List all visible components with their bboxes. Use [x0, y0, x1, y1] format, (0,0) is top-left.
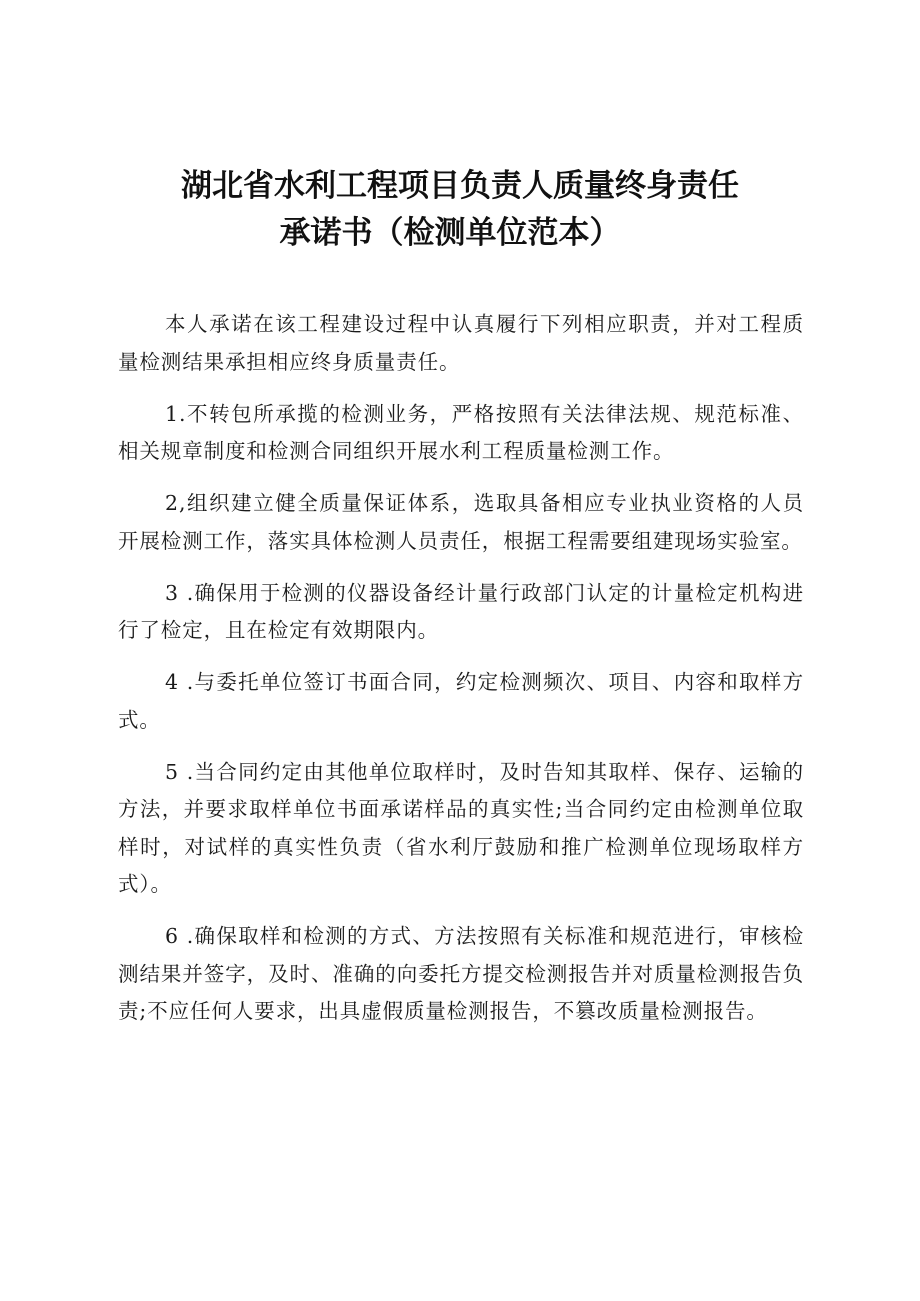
paragraph-item-5: 5 .当合同约定由其他单位取样时，及时告知其取样、保存、运输的方法，并要求取样单位书面承诺样品的真实性;当合同约定由检测单位取样时，对试样的真实性负责（省水利厅鼓励和推广检测单位现场取样方式）。: [118, 759, 804, 896]
paragraph-item-3: 3 .确保用于检测的仪器设备经计量行政部门认定的计量检定机构进行了检定，且在检定有效期限内。: [118, 580, 804, 642]
paragraph-item-4: 4 .与委托单位签订书面合同，约定检测频次、项目、内容和取样方式。: [118, 670, 804, 732]
document-body: [118, 306, 804, 1045]
paragraph-item-1: 1.不转包所承揽的检测业务，严格按照有关法律法规、规范标准、相关规章制度和检测合同组织开展水利工程质量检测工作。: [118, 401, 804, 463]
paragraph-intro: 本人承诺在该工程建设过程中认真履行下列相应职责，并对工程质量检测结果承担相应终身质量责任。: [118, 312, 804, 374]
document-title-line-2: 承诺书（检测单位范本）: [279, 215, 621, 251]
paragraph-item-6: 6 .确保取样和检测的方式、方法按照有关标准和规范进行，审核检测结果并签字，及时、准确的向委托方提交检测报告并对质量检测报告负责;不应任何人要求，出具虚假质量检测报告，不篡改质量检测报告。: [118, 924, 804, 1023]
paragraph-item-2: 2,组织建立健全质量保证体系，选取具备相应专业执业资格的人员开展检测工作，落实具体检测人员责任，根据工程需要组建现场实验室。: [118, 491, 804, 553]
document-title-line-1: 湖北省水利工程项目负责人质量终身责任: [181, 168, 739, 204]
